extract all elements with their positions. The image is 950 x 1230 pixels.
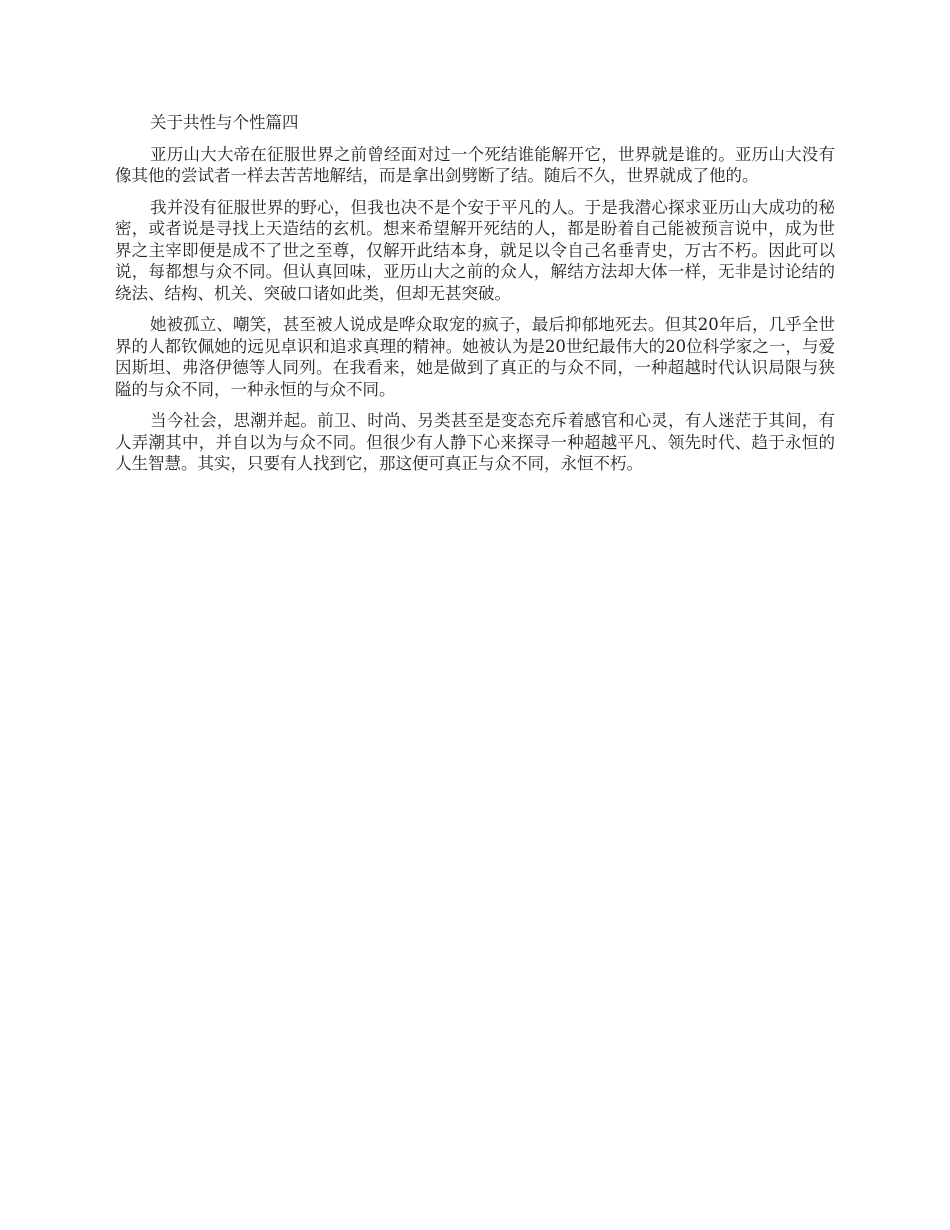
paragraph-2: 我并没有征服世界的野心，但我也决不是个安于平凡的人。于是我潜心探求亚历山大成功的秘密，或者说是寻找上天造结的玄机。想来希望解开死结的人，都是盼着自己能被预言说中，成为世界之主宰即便是成不了世之至尊，仅解开此结本身，就足以令自己名垂青史，万古不朽。因此可以说，每都想与众不同。但认真回味，亚历山大之前的众人，解结方法却大体一样，无非是讨论结的绕法、结构、机关、突破口诸如此类，但却无甚突破。 <box>115 197 835 303</box>
document-body <box>115 112 835 485</box>
paragraph-3: 她被孤立、嘲笑，甚至被人说成是哗众取宠的疯子，最后抑郁地死去。但其20年后，几乎全世界的人都钦佩她的远见卓识和追求真理的精神。她被认为是20世纪最伟大的20位科学家之一，与爱因斯坦、弗洛伊德等人同列。在我看来，她是做到了真正的与众不同，一种超越时代认识局限与狭隘的与众不同，一种永恒的与众不同。 <box>115 315 835 399</box>
document-title: 关于共性与个性篇四 <box>150 113 299 132</box>
paragraph-4: 当今社会，思潮并起。前卫、时尚、另类甚至是变态充斥着感官和心灵，有人迷茫于其间，有人弄潮其中，并自以为与众不同。但很少有人静下心来探寻一种超越平凡、领先时代、趋于永恒的人生智慧。其实，只要有人找到它，那这便可真正与众不同，永恒不朽。 <box>115 411 835 473</box>
paragraph-1: 亚历山大大帝在征服世界之前曾经面对过一个死结谁能解开它，世界就是谁的。亚历山大没有像其他的尝试者一样去苦苦地解结，而是拿出剑劈断了结。随后不久，世界就成了他的。 <box>115 144 835 185</box>
